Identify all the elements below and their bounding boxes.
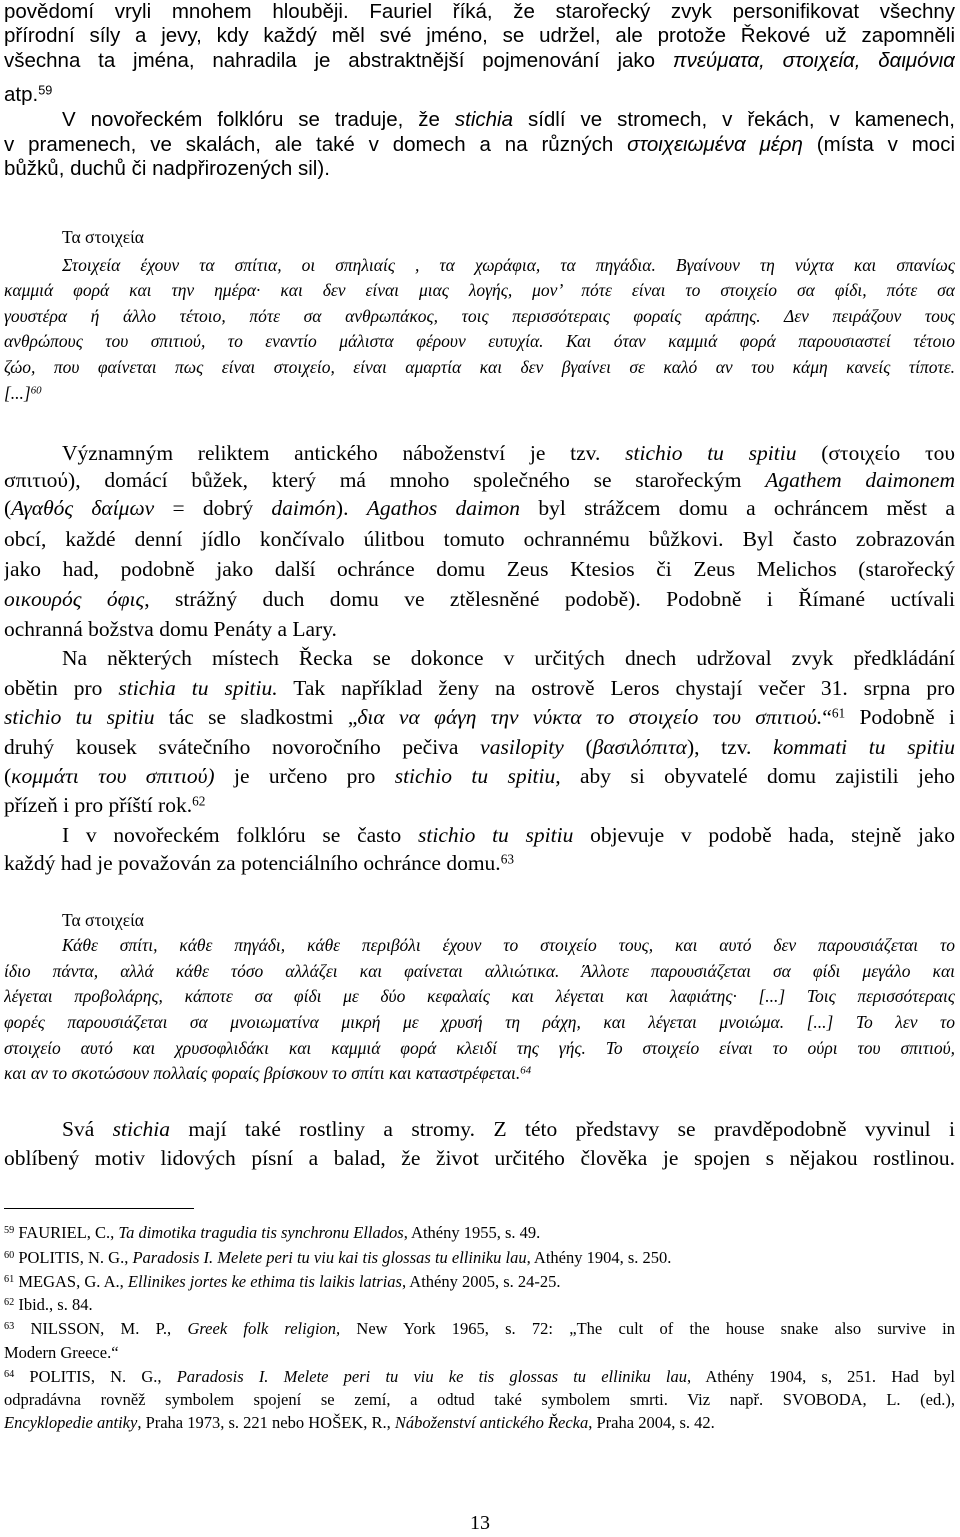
footnote-64-cont: Encyklopedie antiky, Praha 1973, s. 221 nebo HOŠEK, R., Náboženství antického Řecka, Praha 2004, s. 42. bbox=[4, 1413, 715, 1432]
body-line bbox=[4, 83, 955, 107]
quote-line: γουστέρα ή άλλο τέτοιο, πότε σα ανθρωπάκος, τοις περισσότεραις φοραίς αράπης. Δεν πειράζουν τους bbox=[4, 306, 955, 326]
footnote-64-cont: odpradávna rovněž symbolem spojení se zemí, a odtud také symbolem smrti. Viz např. SVOBODA, L. (ed.), bbox=[4, 1390, 955, 1409]
text: (místa v moci bbox=[802, 133, 955, 156]
body-line: ochranná božstva domu Penáty a Lary. bbox=[4, 617, 337, 641]
footnote-ref: 62 bbox=[192, 793, 206, 809]
quote-line: στοιχείο αυτό και χρυσοφλιδάκι και καμμιά φορά κλειδί της γής. Το στοιχείο είναι το ούρι του σπιτιού, bbox=[4, 1038, 955, 1058]
body-line: I v novořeckém folklóru se často stichio tu spitiu objevuje v podobě hada, stejně jako bbox=[62, 823, 955, 847]
body-line bbox=[4, 24, 955, 48]
body-line: obětin pro stichia tu spitiu. Tak například ženy na ostrově Leros chystají večer 31. srpna pro bbox=[4, 676, 955, 700]
quote-line: [...]$^{60}$ bbox=[4, 383, 42, 403]
body-line bbox=[4, 133, 955, 157]
footnote-60: $^{60}$ POLITIS, N. G., Paradosis I. Melete peri tu viu kai tis glossas tu elliniku lau, Athény 1904, s. 250. bbox=[4, 1248, 672, 1267]
text: atp. bbox=[4, 83, 39, 106]
text: přírodní síly a jevy, kdy každý měl své jméno, se udržel, ale protože Řekové už zapomněli bbox=[4, 24, 955, 47]
greek-terms: πνεύματα, στοιχεία, δαιμόνια bbox=[672, 49, 955, 72]
greek-term: στοιχειωμένα μέρη bbox=[627, 133, 803, 156]
quote-title: Τα στοιχεία bbox=[62, 910, 144, 930]
footnote-61: $^{61}$ MEGAS, G. A., Ellinikes jortes ke ethima tis laikis latrias, Athény 2005, s. 24-25. bbox=[4, 1272, 561, 1291]
quote-line: Κάθε σπίτι, κάθε πηγάδι, κάθε περιβόλι έχουν το στοιχείο τους, και αυτό δεν παρουσιάζεται το bbox=[62, 935, 955, 955]
text: povědomí vryli mnohem hlouběji. Fauriel říká, že starořecký zvyk personifikovat všechny bbox=[4, 0, 955, 23]
body-line: Svá stichia mají také rostliny a stromy. Z této představy se pravděpodobně vyvinul i bbox=[62, 1117, 955, 1141]
text: sídlí ve stromech, v řekách, v kamenech, bbox=[513, 108, 955, 131]
body-line: Na některých místech Řecka se dokonce v určitých dnech udržoval zvyk předkládání bbox=[62, 646, 955, 670]
body-line bbox=[4, 108, 955, 132]
body-line bbox=[4, 157, 955, 181]
quote-line: και αν το σκοτώσουν πολλαίς φοραίς βρίσκουν το σπίτι και καταστρέφεται.$^{64}$ bbox=[4, 1063, 532, 1083]
quote-line: ίδιο πάντα, αλλά κάθε τόσο αλλάζει και φαίνεται αλλιώτικα. Άλλοτε παρουσιάζεται σα φίδι μεγάλο και bbox=[4, 961, 955, 981]
quote-line: λέγεται προβολάρης, κάποτε σα φίδι με δύο κεφαλαίς και λέγεται και λαφιάτης· [...] Τοις περισσότεραις bbox=[4, 986, 955, 1006]
quote-line: φορές παρουσιάζεται σα μνοιωματίνα μικρή με χρυσή τη ράχη, και λέγεται μνοιώμα. [...] Το λεν το bbox=[4, 1012, 955, 1032]
footnote-64: $^{64}$ POLITIS, N. G., Paradosis I. Melete peri tu viu ke tis glossas tu elliniku lau, Athény 1904, s, 251. Had byl bbox=[4, 1367, 955, 1386]
term: stichia bbox=[454, 108, 513, 131]
body-line: Významným reliktem antického náboženství je tzv. stichio tu spitiu (στοιχείο του bbox=[62, 441, 955, 465]
footnote-ref: 61 bbox=[831, 705, 846, 721]
body-line bbox=[4, 49, 955, 73]
quote-line: καμμιά φορά και την ημέρα· και δεν είναι μιας λογής, μον’ πότε είναι το στοιχείο σα φίδι, πότε σα bbox=[4, 280, 955, 300]
text: bůžků, duchů či nadpřirozených sil). bbox=[4, 157, 330, 180]
footnote-ref: 63 bbox=[500, 851, 515, 867]
body-line: (κομμάτι του σπιτιού) je určeno pro stichio tu spitiu, aby si obyvatelé domu zajistili jeho bbox=[4, 764, 955, 788]
body-line: každý had je považován za potenciálního ochránce domu.$^{63}$ bbox=[4, 851, 515, 875]
footnote-ref: 59 bbox=[38, 83, 53, 98]
text: V novořeckém folklóru se traduje, že bbox=[62, 108, 455, 131]
footnote-separator bbox=[4, 1208, 194, 1209]
quote-line: ζώο, που φαίνεται πως είναι στοιχείο, είναι αμαρτία και δεν βγαίνει σε καλό αν του κάμη κανείς τίποτε. bbox=[4, 357, 955, 377]
quote-title: Τα στοιχεία bbox=[62, 227, 144, 247]
quote-line: ανθρώπους του σπιτιού, το εναντίο μάλιστα φέρουν ευτυχία. Και όταν καμμιά φορά παρουσιαστεί τέτοιο bbox=[4, 331, 955, 351]
footnote-59: $^{59}$ FAURIEL, C., Ta dimotika tragudia tis synchronu Ellados, Athény 1955, s. 49. bbox=[4, 1223, 541, 1242]
footnote-63-cont: Modern Greece.“ bbox=[4, 1343, 119, 1362]
page-number: 13 bbox=[470, 1512, 490, 1534]
footnote-ref: 64 bbox=[520, 1064, 532, 1077]
body-line: druhý kousek svátečního novoročního pečiva vasilopity (βασιλόπιτα), tzv. kommati tu spitiu bbox=[4, 735, 955, 759]
body-line: σπιτιού), domácí bůžek, který má mnoho společného se starořeckým Agathem daimonem bbox=[4, 468, 955, 492]
body-line: přízeň i pro příští rok.$^{62}$ bbox=[4, 793, 206, 817]
body-line: obcí, každé denní jídlo končívalo úlitbou tomuto ochrannému bůžkovi. Byl často zobrazován bbox=[4, 527, 955, 551]
body-line: oblíbený motiv lidových písní a balad, že život určitého člověka je spojen s nějakou rostlinou. bbox=[4, 1146, 955, 1170]
body-line: οικουρός όφις, strážný duch domu ve ztělesněné podobě). Podobně i Římané uctívali bbox=[4, 587, 955, 611]
footnote-ref: 60 bbox=[30, 384, 42, 397]
footnote-63: $^{63}$ NILSSON, M. P., Greek folk religion, New York 1965, s. 72: „The cult of the house snake also survive in bbox=[4, 1319, 955, 1338]
body-line bbox=[4, 0, 955, 24]
text: všechna ta jména, nahradila je abstraktnější pojmenování jako bbox=[4, 49, 673, 72]
text: v pramenech, ve skalách, ale také v domech a na různých bbox=[4, 133, 628, 156]
body-line: (Αγαθός δαίμων = dobrý daimón). Agathos daimon byl strážcem domu a ochráncem měst a bbox=[4, 496, 955, 520]
body-line: jako had, podobně jako další ochránce domu Zeus Ktesios či Zeus Melichos (starořecký bbox=[4, 557, 955, 581]
body-line: stichio tu spitiu tác se sladkostmi „δια να φάγη την νύκτα το στοιχείο του σπιτιού.“$^{61}$ Podobně i bbox=[4, 705, 955, 729]
quote-line: Στοιχεία έχουν τα σπίτια, οι σπηλιαίς , τα χωράφια, τα πηγάδια. Βγαίνουν τη νύχτα και σπανίως bbox=[62, 255, 955, 275]
footnote-62: $^{62}$ Ibid., s. 84. bbox=[4, 1295, 93, 1314]
